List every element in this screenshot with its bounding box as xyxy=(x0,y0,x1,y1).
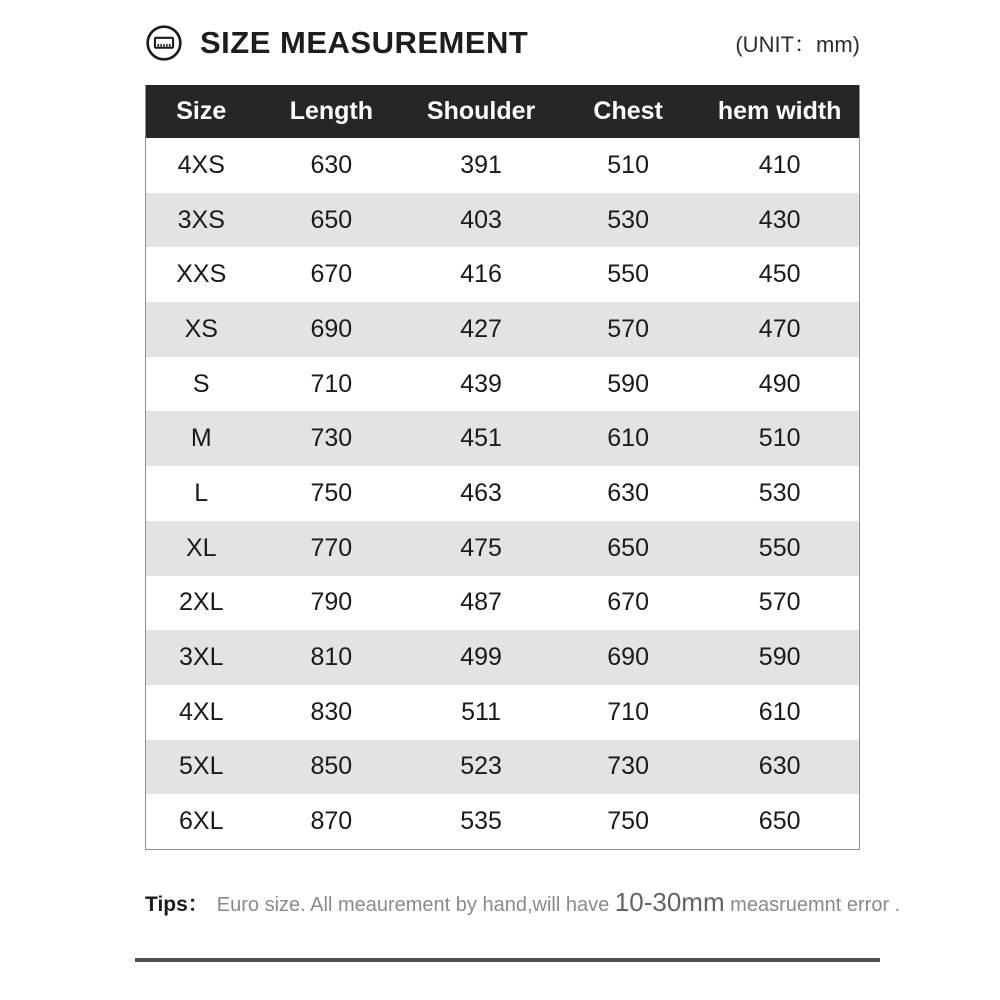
size-cell: 4XL xyxy=(179,697,224,726)
value-cell: 475 xyxy=(460,533,502,562)
column-header: Shoulder xyxy=(426,97,536,125)
value-cell: 490 xyxy=(758,369,801,398)
table-header-row xyxy=(146,85,859,138)
value-cell: 750 xyxy=(607,807,649,836)
size-cell: 6XL xyxy=(179,807,224,836)
value-cell: 391 xyxy=(460,150,502,179)
page-title: SIZE MEASUREMENT xyxy=(200,25,529,60)
size-cell: XL xyxy=(185,533,217,562)
value-cell: 750 xyxy=(310,478,353,507)
value-cell: 690 xyxy=(310,314,353,343)
size-cell: XXS xyxy=(176,260,227,289)
value-cell: 590 xyxy=(758,643,801,672)
ruler-icon xyxy=(145,24,183,62)
value-cell: 630 xyxy=(607,478,649,507)
value-cell: 450 xyxy=(758,260,801,289)
bottom-divider xyxy=(135,958,880,962)
value-cell: 690 xyxy=(607,643,649,672)
table-row xyxy=(146,794,859,849)
value-cell: 570 xyxy=(607,314,649,343)
table-row xyxy=(146,685,859,740)
size-cell: 4XS xyxy=(177,150,225,179)
table-row xyxy=(146,193,859,248)
value-cell: 610 xyxy=(758,697,801,726)
value-cell: 430 xyxy=(758,205,801,234)
table-row xyxy=(146,630,859,685)
value-cell: 463 xyxy=(460,478,502,507)
size-cell: S xyxy=(192,369,210,398)
size-cell: XS xyxy=(184,314,218,343)
size-table xyxy=(146,85,859,849)
table-row xyxy=(146,357,859,412)
value-cell: 610 xyxy=(607,424,649,453)
column-header: Length xyxy=(289,97,374,125)
value-cell: 710 xyxy=(310,369,353,398)
value-cell: 770 xyxy=(310,533,353,562)
value-cell: 870 xyxy=(310,807,353,836)
table-row xyxy=(146,302,859,357)
size-cell: 3XS xyxy=(177,205,225,234)
value-cell: 730 xyxy=(310,424,353,453)
value-cell: 670 xyxy=(310,260,353,289)
value-cell: 403 xyxy=(460,205,502,234)
table-row xyxy=(146,247,859,302)
title-bar xyxy=(145,20,860,66)
table-row xyxy=(146,138,859,193)
value-cell: 530 xyxy=(607,205,649,234)
value-cell: 730 xyxy=(607,752,649,781)
value-cell: 439 xyxy=(460,369,502,398)
size-cell: L xyxy=(194,478,209,507)
value-cell: 630 xyxy=(758,752,801,781)
value-cell: 830 xyxy=(310,697,353,726)
value-cell: 850 xyxy=(310,752,353,781)
value-cell: 650 xyxy=(758,807,801,836)
value-cell: 630 xyxy=(310,150,353,179)
tips-highlight: 10-30mm xyxy=(614,887,725,917)
value-cell: 810 xyxy=(310,643,353,672)
value-cell: 670 xyxy=(607,588,649,617)
size-cell: 2XL xyxy=(179,588,224,617)
value-cell: 451 xyxy=(460,424,502,453)
tips-line xyxy=(145,886,901,921)
size-cell: M xyxy=(190,424,212,453)
value-cell: 570 xyxy=(758,588,801,617)
table-body xyxy=(146,138,859,849)
value-cell: 510 xyxy=(758,424,801,453)
value-cell: 790 xyxy=(310,588,353,617)
column-header: Chest xyxy=(593,97,663,125)
value-cell: 410 xyxy=(758,150,801,179)
value-cell: 511 xyxy=(461,697,501,726)
tips-text-after: measruemnt error . xyxy=(724,894,901,916)
value-cell: 535 xyxy=(460,807,502,836)
column-header: Size xyxy=(176,97,227,125)
table-row xyxy=(146,521,859,576)
value-cell: 550 xyxy=(607,260,649,289)
table-row xyxy=(146,411,859,466)
value-cell: 590 xyxy=(607,369,649,398)
tips-text-before: Euro size. All meaurement by hand,will have xyxy=(216,894,615,916)
size-cell: 5XL xyxy=(179,752,224,781)
value-cell: 416 xyxy=(460,260,502,289)
value-cell: 550 xyxy=(758,533,801,562)
table-row xyxy=(146,740,859,795)
value-cell: 499 xyxy=(460,643,502,672)
value-cell: 530 xyxy=(758,478,801,507)
value-cell: 427 xyxy=(460,314,502,343)
size-table-container xyxy=(145,85,860,850)
size-cell: 3XL xyxy=(179,643,224,672)
table-row xyxy=(146,466,859,521)
value-cell: 487 xyxy=(460,588,502,617)
value-cell: 470 xyxy=(758,314,801,343)
value-cell: 523 xyxy=(460,752,502,781)
value-cell: 650 xyxy=(607,533,649,562)
value-cell: 710 xyxy=(607,697,649,726)
unit-label: (UNIT：mm) xyxy=(735,31,860,57)
value-cell: 510 xyxy=(607,150,649,179)
column-header: hem width xyxy=(717,97,842,125)
table-row xyxy=(146,576,859,631)
tips-label: Tips： xyxy=(145,893,209,916)
value-cell: 650 xyxy=(310,205,353,234)
